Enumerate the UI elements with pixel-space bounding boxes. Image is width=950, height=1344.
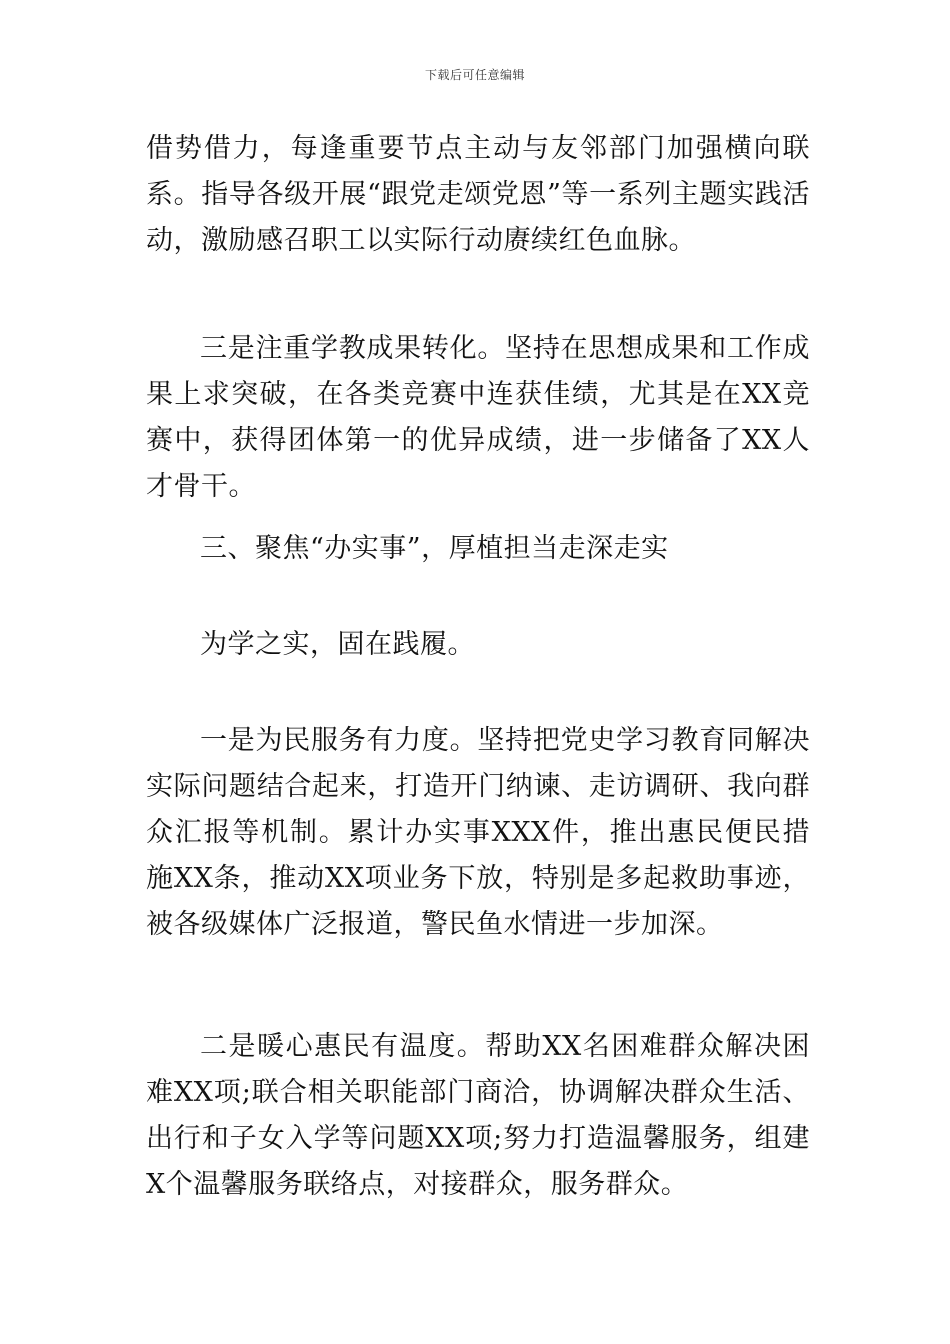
paragraph-4: 一是为民服务有力度。坚持把党史学习教育同解决实际问题结合起来，打造开门纳谏、走访调研、我向群众汇报等机制。累计办实事XXX件，推出惠民便民措施XX条，推动XX项业务下放，特别是多起救助事迹，被各级媒体广泛报道，警民鱼水情进一步加深。 <box>146 725 810 940</box>
paragraph-3: 为学之实，固在践履。 <box>200 629 475 660</box>
paragraph-5: 二是暖心惠民有温度。帮助XX名困难群众解决困难XX项;联合相关职能部门商洽，协调解决群众生活、出行和子女入学等问题XX项;努力打造温馨服务，组建X个温馨服务联络点，对接群众，服务群众。 <box>146 1031 810 1200</box>
section-heading: 三、聚焦“办实事”，厚植担当走深走实 <box>200 533 669 564</box>
paragraph-2: 三是注重学教成果转化。坚持在思想成果和工作成果上求突破，在各类竞赛中连获佳绩，尤其是在XX竞赛中，获得团体第一的优异成绩，进一步储备了XX人才骨干。 <box>146 333 810 502</box>
page-header: 下载后可任意编辑 <box>424 68 525 82</box>
paragraph-1: 借势借力，每逢重要节点主动与友邻部门加强横向联系。指导各级开展“跟党走颂党恩”等一系列主题实践活动，激励感召职工以实际行动赓续红色血脉。 <box>146 133 810 256</box>
